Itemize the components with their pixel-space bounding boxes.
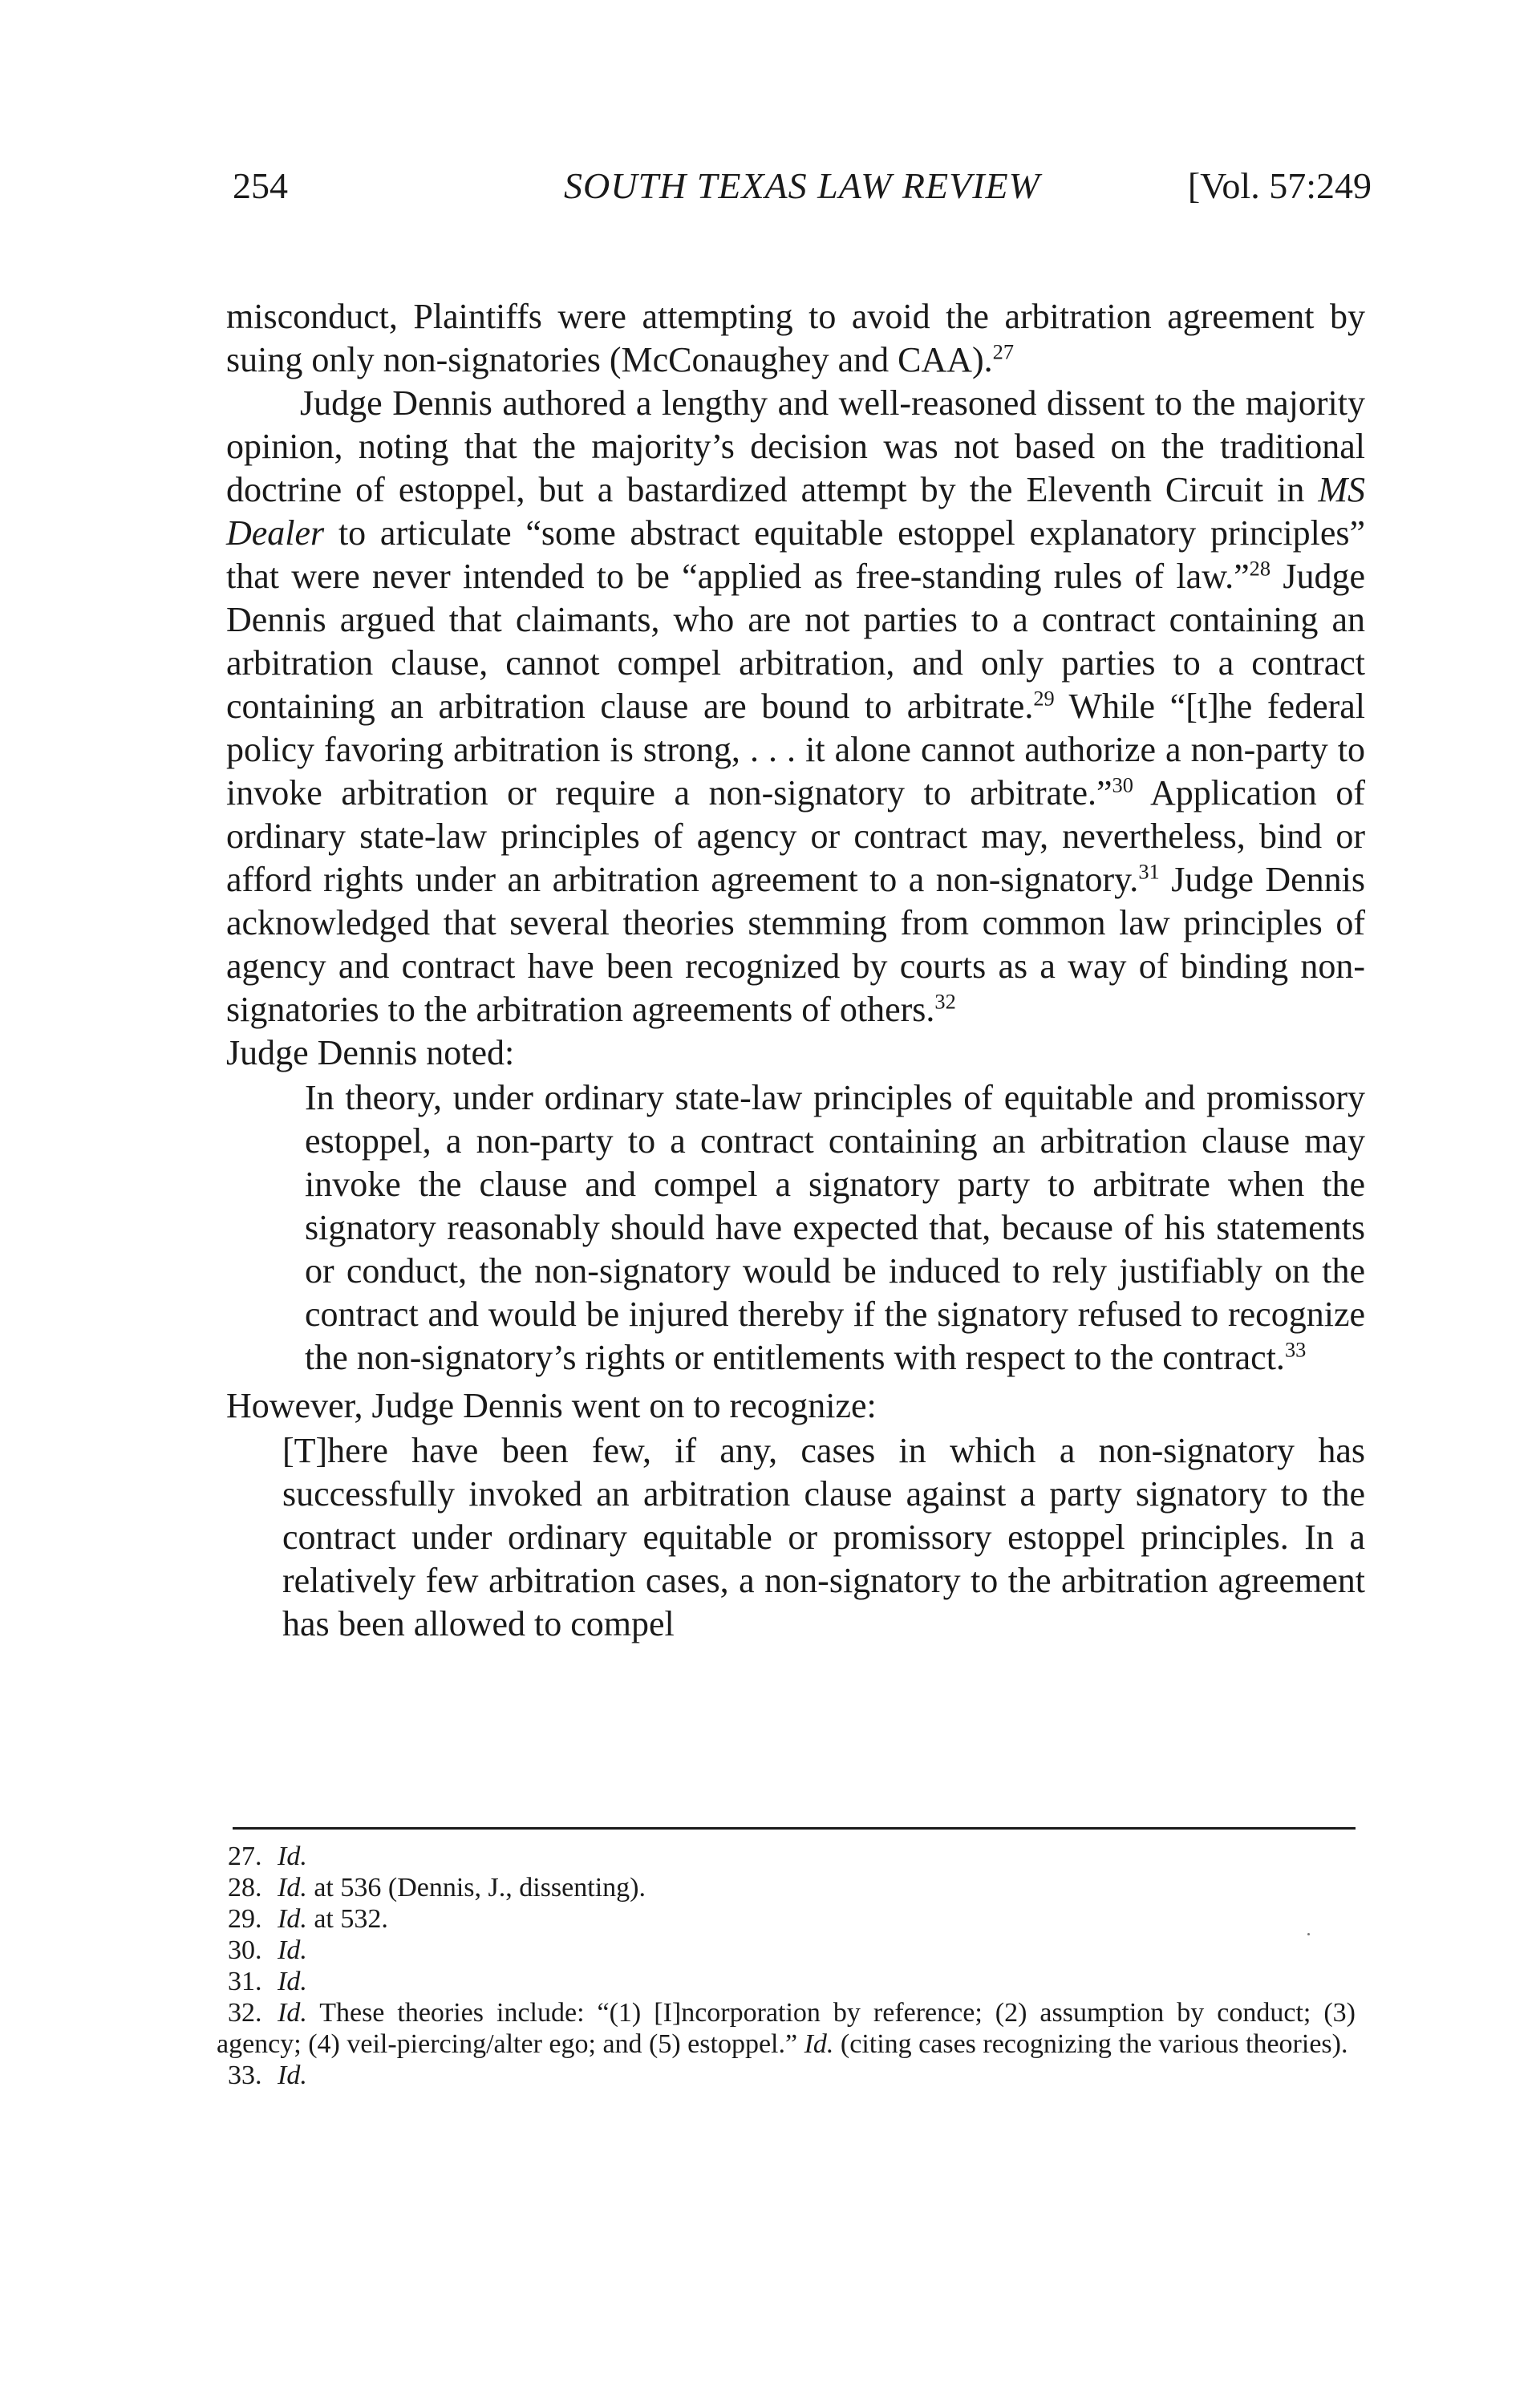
footnote-28: 28. Id. at 536 (Dennis, J., dissenting). [228,1873,646,1903]
page-number: 254 [233,165,288,206]
paragraph-1: misconduct, Plaintiffs were attempting to avoid the arbitration agreement by suing only non-signatories (McConaughey and CAA).$^{27}$ [226,297,1365,379]
footnote-33: 33. Id. [228,2061,307,2090]
footnote-32: 32. Id. These theories include: “(1) [I]ncorporation by reference; (2) assumption by conduct; (3) agency; (4) veil-piercing/alter ego; and (5) estoppel.” Id. (citing cases recognizing the various theories). [217,1998,1356,2059]
footnotes [217,1841,1356,2091]
block-quote-2: [T]here have been few, if any, cases in which a non-signatory has successfully invoked an arbitration clause against a party signatory to the contract under ordinary equitable or promissory estoppel principles. In a relatively few arbitration cases, a non-signatory to the arbitration agreement has been allowed to compel [282,1431,1365,1643]
footnote-divider [233,1827,1356,1830]
quote-intro-1: Judge Dennis noted: [226,1033,515,1072]
footnote-ref-33: 33 [1284,1337,1307,1362]
footnote-ref-30: 30 [1112,772,1133,797]
scan-speck [1307,1933,1310,1935]
footnote-ref-32: 32 [934,989,956,1014]
footnote-27: 27. Id. [228,1842,307,1871]
footnote-ref-31: 31 [1138,859,1160,884]
footnote-30: 30. Id. [228,1935,307,1965]
running-header [233,164,1372,213]
footnote-ref-29: 29 [1033,686,1055,711]
footnote-ref-27: 27 [992,339,1015,364]
case-name: MS Dealer [226,470,1365,553]
footnote-29: 29. Id. at 532. [228,1904,388,1934]
journal-title: SOUTH TEXAS LAW REVIEW [564,165,1040,206]
paragraph-2: Judge Dennis authored a lengthy and well-reasoned dissent to the majority opinion, noting that the majority’s decision was not based on the traditional doctrine of estoppel, but a bastardized attempt by the Eleventh Circuit in MS Dealer to articulate “some abstract equitable estoppel explanatory principles” that were never intended to be “applied as free-standing rules of law.”$^{28}$ Judge Dennis argued that claimants, who are not parties to a contract containing an arbitration clause, cannot compel arbitration, and only parties to a contract containing an arbitration clause are bound to arbitrate.$^{29}$ While “[t]he federal policy favoring arbitration is strong, . . . it alone cannot authorize a non-party to invoke arbitration or require a non-signatory to arbitrate.”$^{30}$ Application of ordinary state-law principles of agency or contract may, nevertheless, bind or afford rights under an arbitration agreement to a non-signatory.$^{31}$ Judge Dennis acknowledged that several theories stemming from common law principles of agency and contract have been recognized by courts as a way of binding non-signatories to the arbitration agreements of others.$^{32}$ [226,383,1366,1029]
footnote-ref-28: 28 [1249,556,1271,581]
footnote-31: 31. Id. [228,1967,307,1996]
quote-intro-2: However, Judge Dennis went on to recognize: [226,1386,877,1425]
body-text [226,295,1365,1651]
volume-citation: [Vol. 57:249 [1187,165,1372,206]
block-quote-1: In theory, under ordinary state-law principles of equitable and promissory estoppel, a non-party to a contract containing an arbitration clause may invoke the clause and compel a signatory party to arbitrate when the signatory reasonably should have expected that, because of his statements or conduct, the non-signatory would be induced to rely justifiably on the contract and would be injured thereby if the signatory refused to recognize the non-signatory’s rights or entitlements with respect to the contract.$^{33}$ [305,1078,1365,1377]
